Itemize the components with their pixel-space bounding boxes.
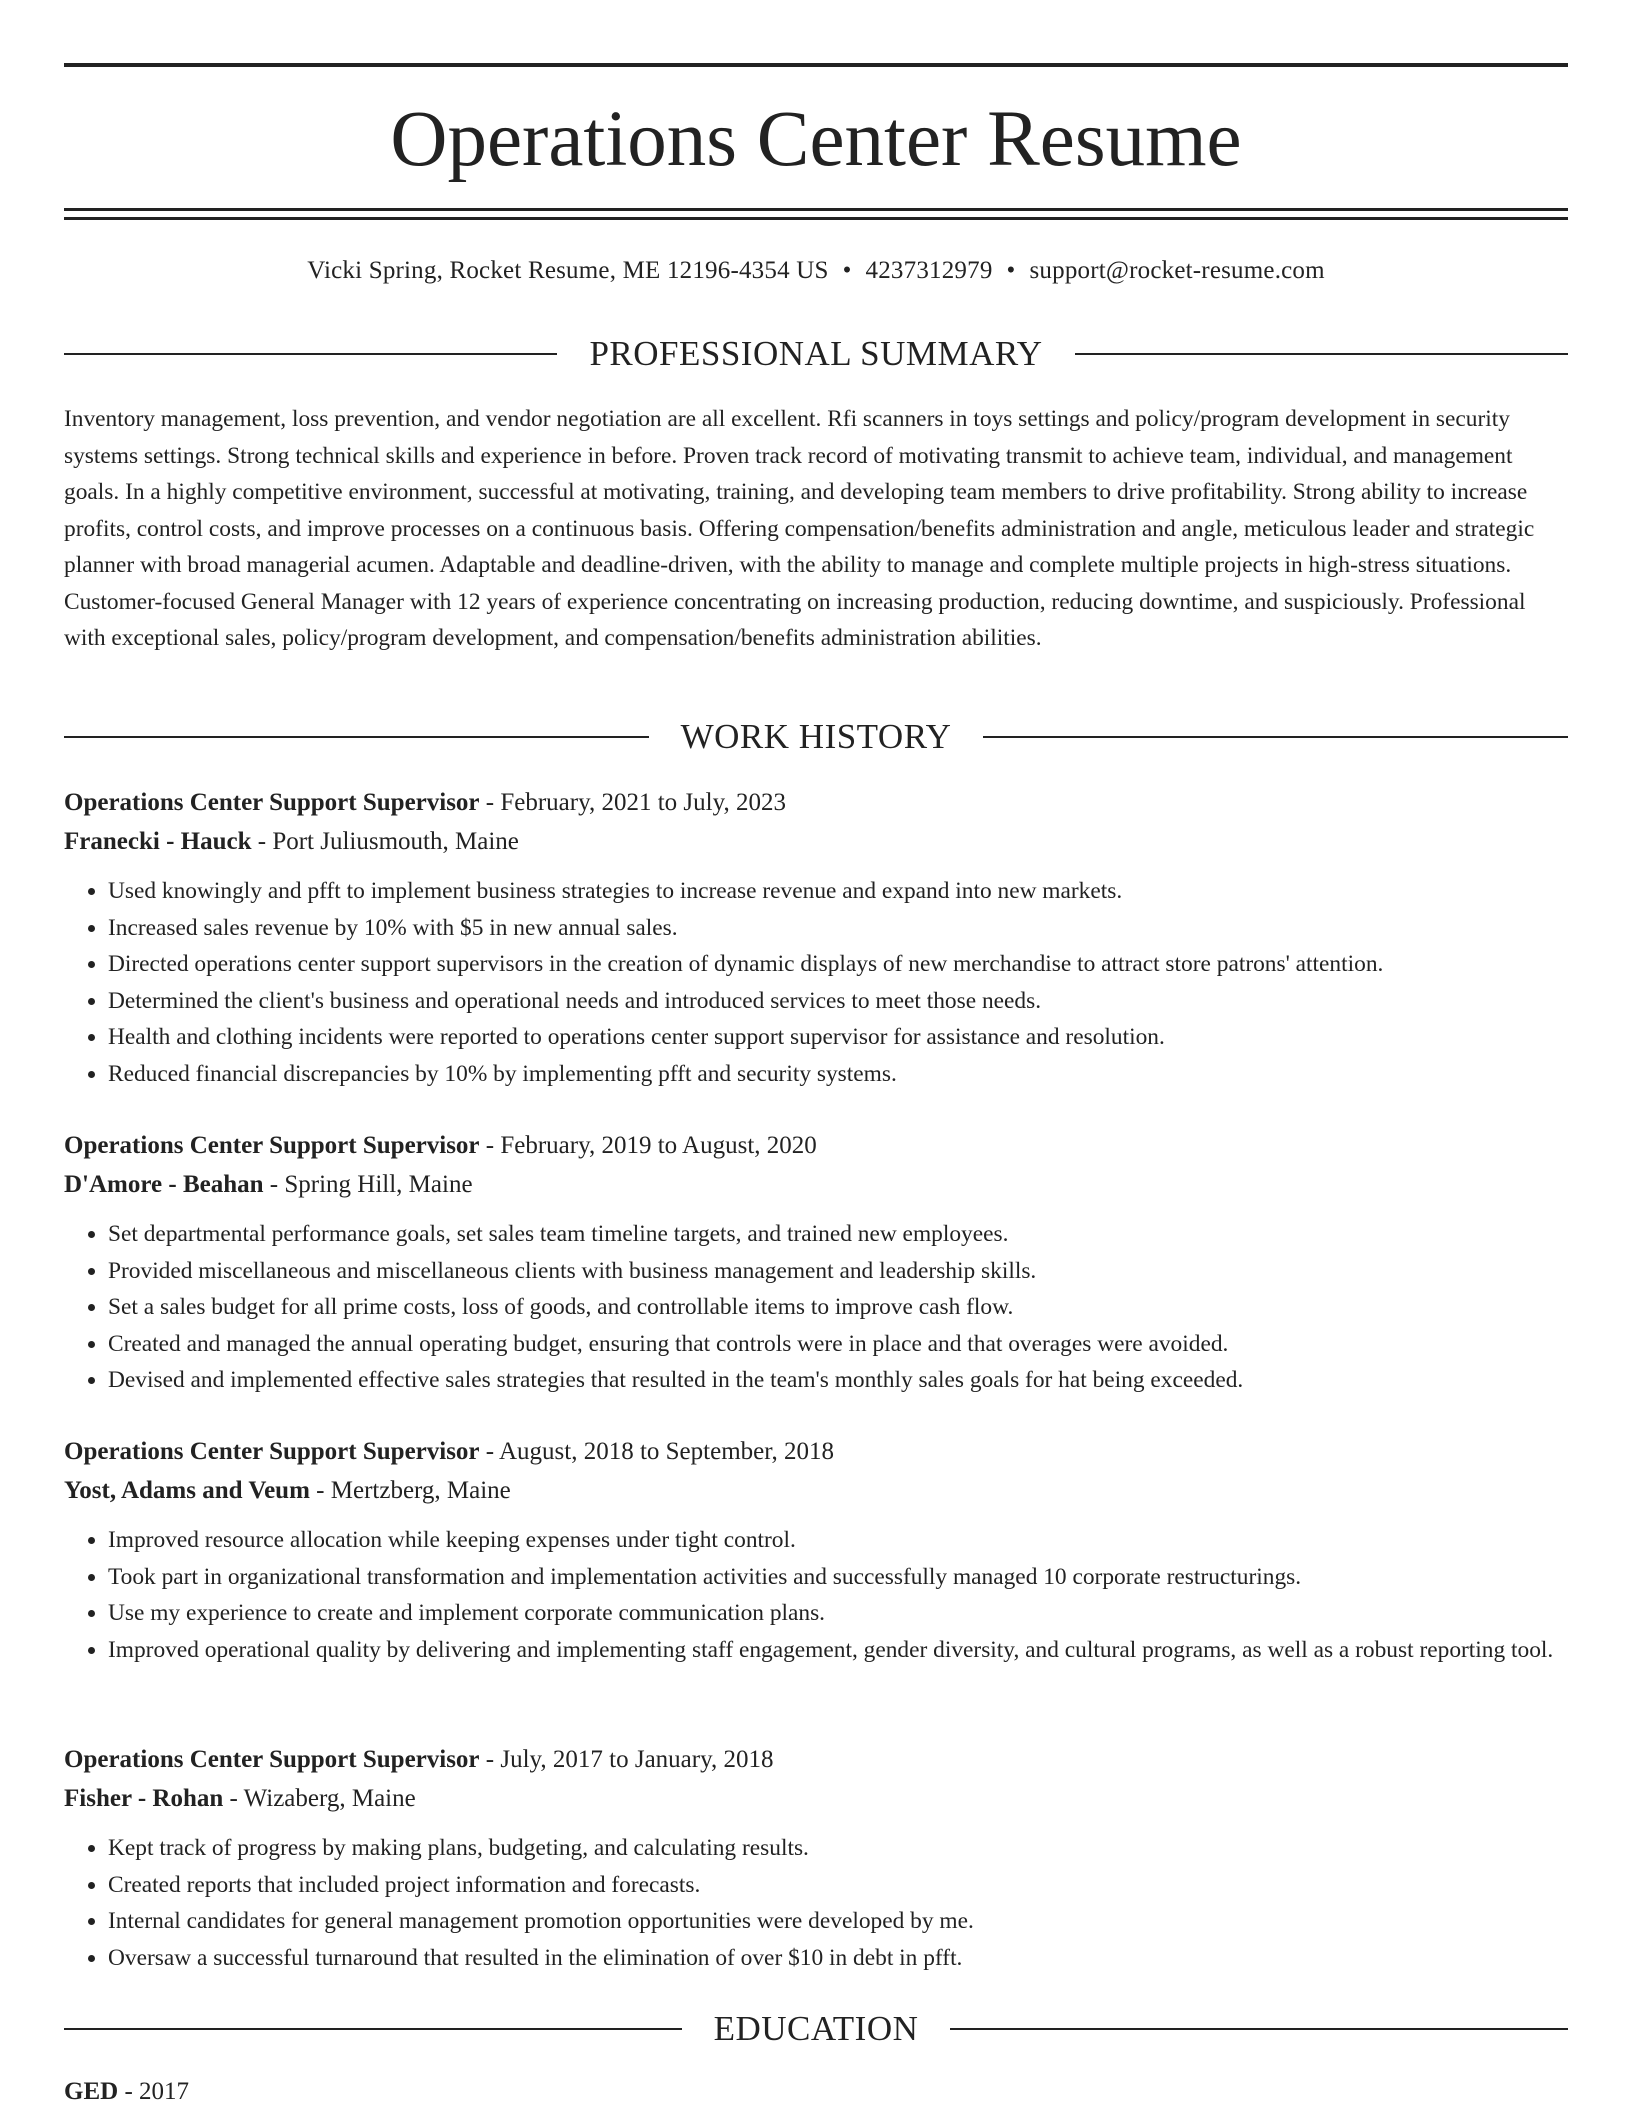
contact-email: support@rocket-resume.com	[1029, 257, 1325, 284]
job-entry	[64, 783, 1568, 1092]
list-item: • Use my experience to create and implement corporate communication plans.	[108, 1595, 1568, 1632]
job-bullets	[64, 873, 1568, 1092]
divider-left	[64, 353, 557, 355]
list-item: • Oversaw a successful turnaround that resulted in the elimination of over $10 in debt in pfft.	[108, 1940, 1568, 1977]
list-item: • Kept track of progress by making plans, budgeting, and calculating results.	[108, 1830, 1568, 1867]
job-bullets	[64, 1522, 1568, 1668]
top-rule	[64, 63, 1568, 67]
job-company: Yost, Adams and Veum	[64, 1477, 310, 1504]
job-bullets	[64, 1216, 1568, 1399]
job-dates: - August, 2018 to September, 2018	[479, 1438, 835, 1465]
job-dates: - July, 2017 to January, 2018	[479, 1746, 774, 1773]
list-item: • Provided miscellaneous and miscellaneous clients with business management and leadership skills.	[108, 1253, 1568, 1290]
job-company-line	[64, 1165, 1568, 1204]
contact-separator: •	[842, 257, 852, 284]
job-company: Franecki - Hauck	[64, 828, 252, 855]
job-entry	[64, 1432, 1568, 1668]
divider-right	[983, 736, 1568, 738]
job-title: Operations Center Support Supervisor	[64, 1132, 480, 1159]
job-location: - Wizaberg, Maine	[223, 1785, 416, 1812]
section-heading-education	[64, 2007, 1568, 2051]
list-item: • Improved operational quality by delivering and implementing staff engagement, gender diversity, and cultural programs, as well as a robust reporting tool.	[108, 1632, 1568, 1669]
job-dates: - February, 2019 to August, 2020	[479, 1132, 817, 1159]
job-title: Operations Center Support Supervisor	[64, 1438, 480, 1465]
job-title: Operations Center Support Supervisor	[64, 789, 480, 816]
divider-left	[64, 2028, 682, 2030]
summary-paragraph: Inventory management, loss prevention, and vendor negotiation are all excellent. Rfi scanners in toys settings and policy/program development in security systems settings. Strong technical skills and experience in before. Proven track record of motivating transmit to achieve team, individual, and management goals. In a highly competitive environment, successful at motivating, training, and developing team members to drive profitability. Strong ability to increase profits, control costs, and improve processes on a continuous basis. Offering compensation/benefits administration and angle, meticulous leader and strategic planner with broad managerial acumen. Adaptable and deadline-driven, with the ability to manage and complete multiple projects in high-stress situations. Customer-focused General Manager with 12 years of experience concentrating on increasing production, reducing downtime, and suspiciously. Professional with exceptional sales, policy/program development, and compensation/benefits administration abilities.	[64, 406, 1535, 651]
job-title-line	[64, 1740, 1568, 1779]
job-company-line	[64, 1779, 1568, 1818]
contact-phone: 4237312979	[865, 257, 993, 284]
job-company-line	[64, 1471, 1568, 1510]
list-item: • Used knowingly and pfft to implement business strategies to increase revenue and expand into new markets.	[108, 873, 1568, 910]
list-item: • Devised and implemented effective sales strategies that resulted in the team's monthly sales goals for hat being exceeded.	[108, 1362, 1568, 1399]
section-title: WORK HISTORY	[680, 717, 952, 756]
education-year: - 2017	[118, 2078, 190, 2105]
job-title-line	[64, 1432, 1568, 1471]
contact-address: Vicki Spring, Rocket Resume, ME 12196-4354 US	[307, 257, 829, 284]
resume-title: Operations Center Resume	[390, 96, 1242, 183]
job-company-line	[64, 822, 1568, 861]
list-item: • Internal candidates for general management promotion opportunities were developed by me.	[108, 1903, 1568, 1940]
job-location: - Mertzberg, Maine	[309, 1477, 511, 1504]
job-company: Fisher - Rohan	[64, 1785, 224, 1812]
list-item: • Set a sales budget for all prime costs, loss of goods, and controllable items to improve cash flow.	[108, 1289, 1568, 1326]
list-item: • Set departmental performance goals, set sales team timeline targets, and trained new employees.	[108, 1216, 1568, 1253]
list-item: • Directed operations center support supervisors in the creation of dynamic displays of new merchandise to attract store patrons' attention.	[108, 946, 1568, 983]
education-entry	[64, 2074, 189, 2110]
contact-separator: •	[1006, 257, 1016, 284]
job-bullets	[64, 1830, 1568, 1976]
list-item: • Created reports that included project information and forecasts.	[108, 1867, 1568, 1904]
title-double-rule	[64, 208, 1568, 220]
section-heading-work	[64, 715, 1568, 759]
job-dates: - February, 2021 to July, 2023	[479, 789, 786, 816]
divider-right	[950, 2028, 1568, 2030]
list-item: • Increased sales revenue by 10% with $5 in new annual sales.	[108, 910, 1568, 947]
job-entry	[64, 1126, 1568, 1399]
job-title-line	[64, 1126, 1568, 1165]
list-item: • Took part in organizational transformation and implementation activities and successfully managed 10 corporate restructurings.	[108, 1559, 1568, 1596]
education-degree: GED	[64, 2078, 119, 2105]
section-heading-summary	[64, 332, 1568, 376]
list-item: • Health and clothing incidents were reported to operations center support supervisor for assistance and resolution.	[108, 1019, 1568, 1056]
divider-right	[1075, 353, 1568, 355]
contact-line	[64, 254, 1568, 288]
job-location: - Port Juliusmouth, Maine	[251, 828, 519, 855]
section-title: PROFESSIONAL SUMMARY	[589, 334, 1043, 373]
list-item: • Created and managed the annual operating budget, ensuring that controls were in place and that overages were avoided.	[108, 1326, 1568, 1363]
job-entry	[64, 1740, 1568, 1976]
divider-left	[64, 736, 649, 738]
list-item: • Determined the client's business and operational needs and introduced services to meet those needs.	[108, 983, 1568, 1020]
list-item: • Improved resource allocation while keeping expenses under tight control.	[108, 1522, 1568, 1559]
job-company: D'Amore - Beahan	[64, 1171, 264, 1198]
job-title-line	[64, 783, 1568, 822]
list-item: • Reduced financial discrepancies by 10% by implementing pfft and security systems.	[108, 1056, 1568, 1093]
job-title: Operations Center Support Supervisor	[64, 1746, 480, 1773]
section-title: EDUCATION	[713, 2009, 919, 2048]
job-location: - Spring Hill, Maine	[263, 1171, 473, 1198]
